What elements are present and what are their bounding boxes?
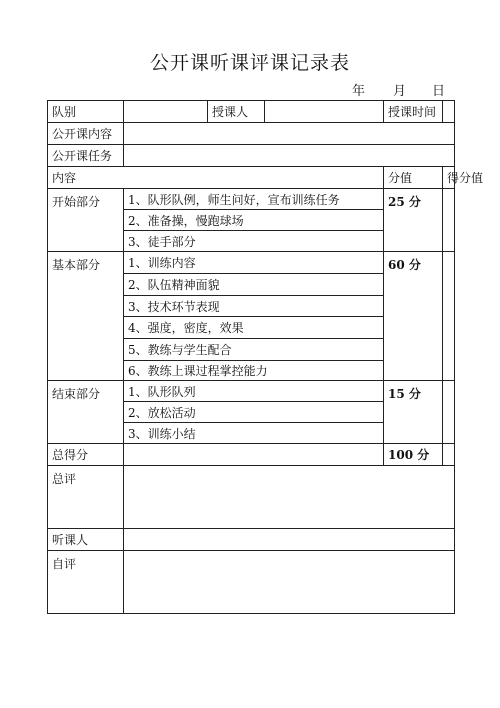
- section-basic-score: 60 分: [384, 252, 443, 381]
- self-eval-field[interactable]: [124, 551, 455, 614]
- section-basic-item: 5、教练与学生配合: [124, 339, 384, 361]
- section-end-item: 3、训练小结: [124, 423, 384, 444]
- teacher-label: 授课人: [208, 101, 265, 123]
- header-row: [48, 167, 455, 189]
- listener-field[interactable]: [124, 529, 455, 551]
- section-end-got-score-field[interactable]: [443, 381, 455, 444]
- header-got-score: 得分值: [443, 167, 455, 189]
- overall-label: 总评: [48, 466, 124, 529]
- date-month-label: 月: [393, 84, 407, 99]
- total-row: [48, 444, 455, 466]
- total-got-score-field[interactable]: [443, 444, 455, 466]
- page-title: 公开课听课评课记录表: [149, 52, 350, 74]
- section-end-score: 15 分: [384, 381, 443, 444]
- section-basic-got-score-field[interactable]: [443, 252, 455, 381]
- section-basic-item: 3、技术环节表现: [124, 296, 384, 317]
- section-basic-name: 基本部分: [48, 252, 124, 381]
- section-start-item: 1、队形队例，师生问好，宣布训练任务: [124, 189, 384, 210]
- section-start-score: 25 分: [384, 189, 443, 252]
- self-eval-label: 自评: [48, 551, 124, 614]
- info-row: [48, 101, 455, 123]
- section-start-item: 3、徒手部分: [124, 231, 384, 252]
- task-label: 公开课任务: [48, 145, 124, 167]
- total-blank: [124, 444, 384, 466]
- time-field[interactable]: [443, 101, 455, 123]
- section-start-item: 2、准备操，慢跑球场: [124, 210, 384, 231]
- content-field[interactable]: [124, 123, 455, 145]
- listener-label: 听课人: [48, 529, 124, 551]
- content-label: 公开课内容: [48, 123, 124, 145]
- total-score: 100 分: [384, 444, 443, 466]
- total-label: 总得分: [48, 444, 124, 466]
- section-start-got-score-field[interactable]: [443, 189, 455, 252]
- section-basic-item: 6、教练上课过程掌控能力: [124, 361, 384, 381]
- time-label: 授课时间: [384, 101, 443, 123]
- section-basic-item: 4、强度，密度，效果: [124, 317, 384, 339]
- teacher-field[interactable]: [265, 101, 384, 123]
- record-form-table: [47, 100, 484, 614]
- section-basic-item: 2、队伍精神面貌: [124, 274, 384, 296]
- task-field[interactable]: [124, 145, 455, 167]
- section-end-name: 结束部分: [48, 381, 124, 444]
- header-content: 内容: [48, 167, 384, 189]
- date-year-label: 年: [352, 84, 366, 99]
- section-basic-item: 1、训练内容: [124, 252, 384, 274]
- overall-field[interactable]: [124, 466, 455, 529]
- section-end-item: 2、放松活动: [124, 402, 384, 423]
- section-start-name: 开始部分: [48, 189, 124, 252]
- section-end-item: 1、队形队列: [124, 381, 384, 402]
- date-day-label: 日: [432, 84, 446, 99]
- header-score: 分值: [384, 167, 443, 189]
- team-label: 队别: [48, 101, 124, 123]
- team-field[interactable]: [124, 101, 208, 123]
